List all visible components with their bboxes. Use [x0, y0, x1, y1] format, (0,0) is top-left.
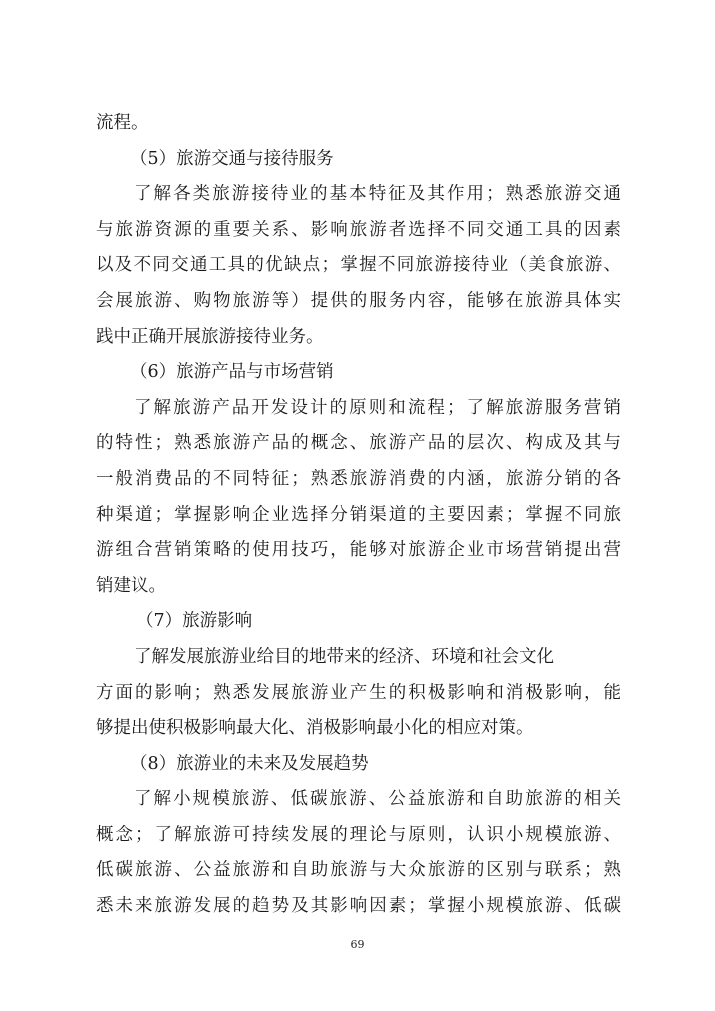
- text-line-18: 够提出使积极影响最大化、消极影响最小化的相应对策。: [96, 718, 534, 739]
- text-line-14: 销建议。: [96, 575, 166, 596]
- text-line-5: 以及不同交通工具的优缺点；掌握不同旅游接待业（美食旅游、: [96, 255, 621, 276]
- text-line-17: 方面的影响；熟悉发展旅游业产生的积极影响和消极影响，能: [96, 682, 621, 703]
- section-heading-8: （8）旅游业的未来及发展趋势: [130, 753, 369, 774]
- text-line-16: 了解发展旅游业给目的地带来的经济、环境和社会文化: [134, 646, 554, 667]
- text-line-21: 概念；了解旅游可持续发展的理论与原则，认识小规模旅游、: [96, 824, 621, 845]
- text-line-22: 低碳旅游、公益旅游和自助旅游与大众旅游的区别与联系；熟: [96, 860, 621, 881]
- text-line-10: 的特性；熟悉旅游产品的概念、旅游产品的层次、构成及其与: [96, 433, 621, 454]
- text-line-7: 践中正确开展旅游接待业务。: [96, 326, 324, 347]
- text-line-12: 种渠道；掌握影响企业选择分销渠道的主要因素；掌握不同旅: [96, 504, 621, 525]
- text-line-11: 一般消费品的不同特征；熟悉旅游消费的内涵，旅游分销的各: [96, 468, 621, 489]
- text-line-23: 悉未来旅游发展的趋势及其影响因素；掌握小规模旅游、低碳: [96, 896, 621, 917]
- text-line-4: 与旅游资源的重要关系、影响旅游者选择不同交通工具的因素: [96, 219, 621, 240]
- document-body: [96, 106, 621, 925]
- text-line-6: 会展旅游、购物旅游等）提供的服务内容，能够在旅游具体实: [96, 290, 621, 311]
- section-heading-7: （7）旅游影响: [136, 611, 253, 632]
- page-number: 69: [350, 938, 365, 951]
- text-line-13: 游组合营销策略的使用技巧，能够对旅游企业市场营销提出营: [96, 540, 621, 561]
- section-heading-5: （5）旅游交通与接待服务: [130, 148, 334, 169]
- text-line-20: 了解小规模旅游、低碳旅游、公益旅游和自助旅游的相关: [134, 789, 621, 810]
- section-heading-6: （6）旅游产品与市场营销: [130, 362, 334, 383]
- text-line-9: 了解旅游产品开发设计的原则和流程；了解旅游服务营销: [134, 397, 621, 418]
- text-line-3: 了解各类旅游接待业的基本特征及其作用；熟悉旅游交通: [134, 184, 621, 205]
- text-line-1: 流程。: [96, 113, 149, 133]
